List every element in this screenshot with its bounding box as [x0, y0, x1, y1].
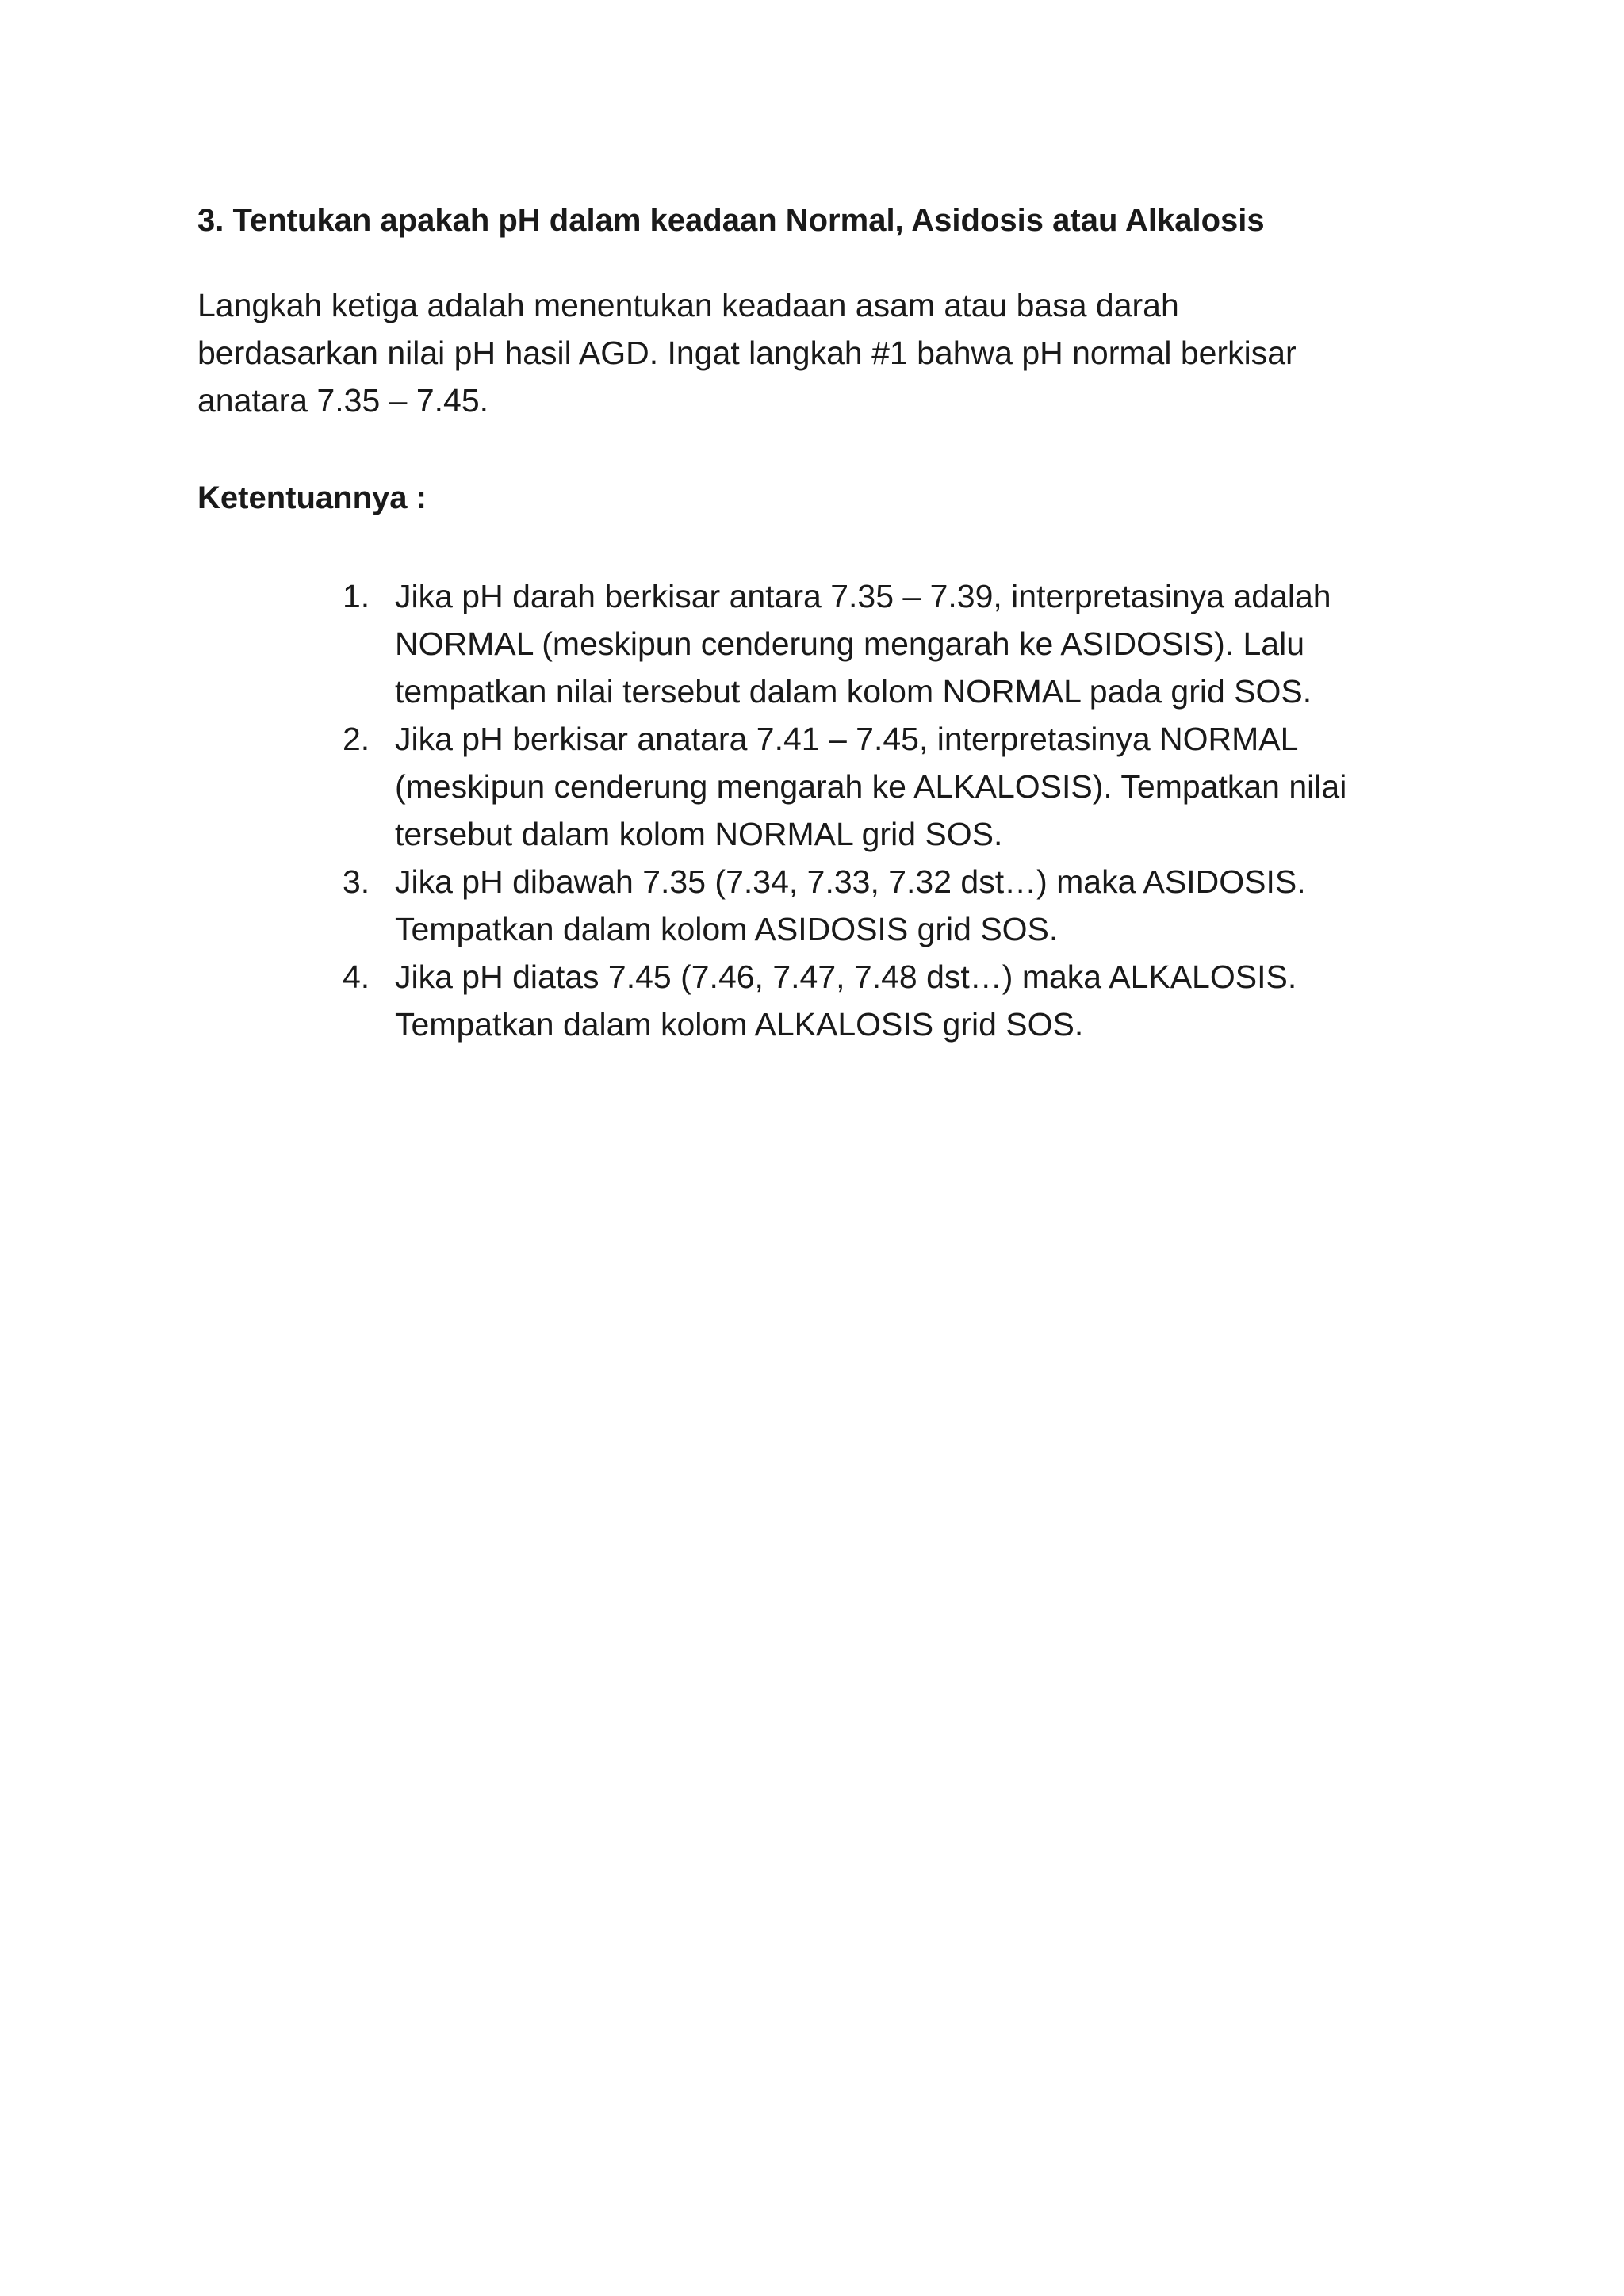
- rules-subheading: Ketentuannya :: [197, 480, 427, 515]
- rule-line: (meskipun cenderung mengarah ke ALKALOSIS). Tempatkan nilai: [395, 768, 1347, 805]
- rule-line: tempatkan nilai tersebut dalam kolom NORMAL pada grid SOS.: [395, 673, 1312, 710]
- rule-line: Jika pH darah berkisar antara 7.35 – 7.39, interpretasinya adalah: [395, 578, 1331, 614]
- rule-item: [343, 572, 1469, 715]
- rule-item: [343, 715, 1469, 858]
- rule-line: Jika pH diatas 7.45 (7.46, 7.47, 7.48 dst…) maka ALKALOSIS.: [395, 959, 1297, 995]
- intro-line: Langkah ketiga adalah menentukan keadaan asam atau basa darah: [197, 287, 1179, 323]
- rule-line: tersebut dalam kolom NORMAL grid SOS.: [395, 816, 1003, 852]
- intro-paragraph: [197, 281, 1466, 424]
- intro-line: anatara 7.35 – 7.45.: [197, 382, 489, 419]
- intro-line: berdasarkan nilai pH hasil AGD. Ingat langkah #1 bahwa pH normal berkisar: [197, 335, 1297, 371]
- rule-number: 3.: [343, 863, 370, 900]
- rule-line: NORMAL (meskipun cenderung mengarah ke ASIDOSIS). Lalu: [395, 626, 1305, 662]
- rule-line: Tempatkan dalam kolom ALKALOSIS grid SOS.: [395, 1006, 1084, 1043]
- rules-list: [343, 572, 1469, 1048]
- rule-line: Jika pH berkisar anatara 7.41 – 7.45, interpretasinya NORMAL: [395, 721, 1299, 757]
- rule-number: 1.: [343, 578, 370, 614]
- rule-number: 4.: [343, 959, 370, 995]
- rule-item: [343, 953, 1469, 1048]
- rule-line: Jika pH dibawah 7.35 (7.34, 7.33, 7.32 dst…) maka ASIDOSIS.: [395, 863, 1306, 900]
- rule-number: 2.: [343, 721, 370, 757]
- rule-line: Tempatkan dalam kolom ASIDOSIS grid SOS.: [395, 911, 1059, 947]
- section-heading: 3. Tentukan apakah pH dalam keadaan Normal, Asidosis atau Alkalosis: [197, 203, 1265, 238]
- rule-item: [343, 858, 1469, 953]
